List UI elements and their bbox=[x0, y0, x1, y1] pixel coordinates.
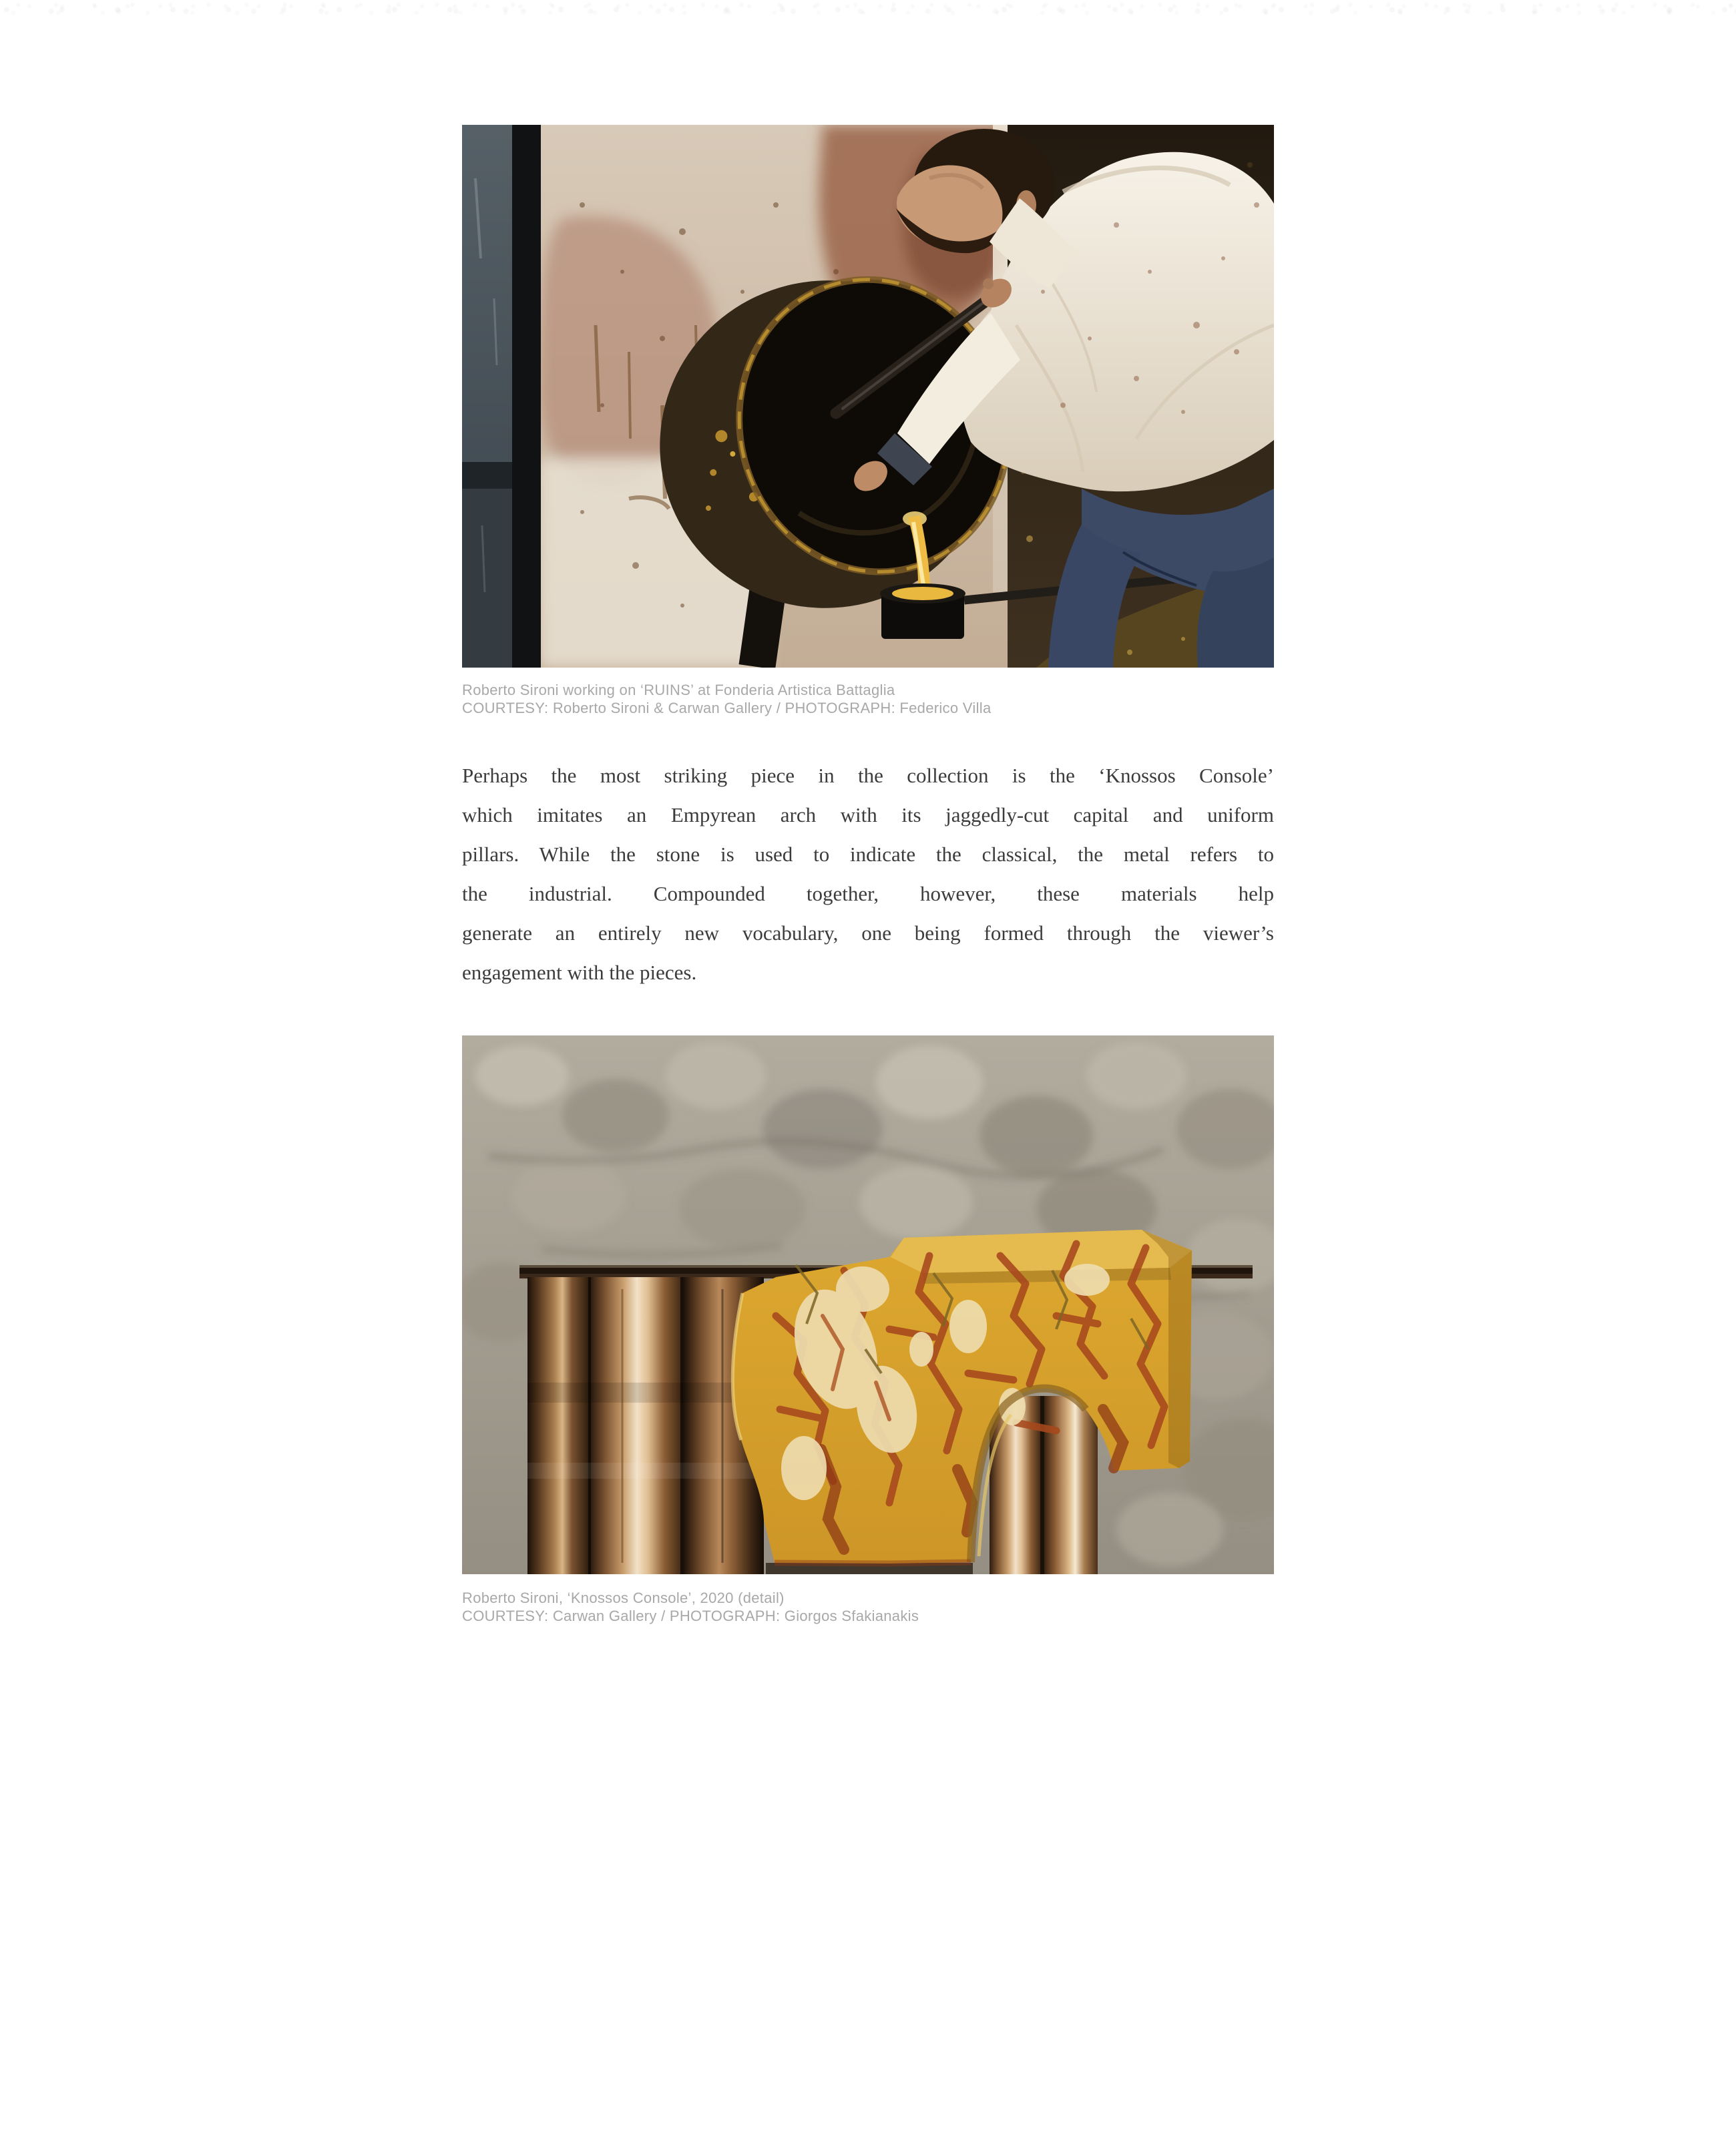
photo-knossos-console bbox=[462, 1035, 1274, 1574]
figure2-caption-credit: COURTESY: Carwan Gallery / PHOTOGRAPH: Giorgos Sfakianakis bbox=[462, 1608, 919, 1624]
paragraph-line: generate an entirely new vocabulary, one being formed through the viewer’s bbox=[462, 921, 1274, 945]
paragraph-line: the industrial. Compounded together, however, these materials help bbox=[462, 882, 1274, 905]
window-mullion-bar bbox=[512, 125, 541, 668]
paragraph-line: Perhaps the most striking piece in the collection is the ‘Knossos Console’ bbox=[462, 764, 1274, 787]
figure1-caption bbox=[462, 681, 1274, 717]
top-fade-strip bbox=[0, 0, 1736, 16]
figure1-caption-title: Roberto Sironi working on ‘RUINS’ at Fonderia Artistica Battaglia bbox=[462, 682, 895, 698]
photo-foundry-pour bbox=[462, 125, 1274, 668]
paragraph-line: which imitates an Empyrean arch with its jaggedly-cut capital and uniform bbox=[462, 803, 1274, 826]
paragraph-line: pillars. While the stone is used to indicate the classical, the metal refers to bbox=[462, 843, 1274, 866]
article-paragraph bbox=[462, 756, 1274, 992]
bronze-pillars-left bbox=[527, 1277, 764, 1574]
console-photo-art bbox=[462, 1035, 1274, 1574]
foundry-photo-art bbox=[462, 125, 1274, 668]
worker-thumb bbox=[983, 278, 994, 289]
figure2-caption-title: Roberto Sironi, ‘Knossos Console’, 2020 (detail) bbox=[462, 1590, 785, 1606]
figure2-caption bbox=[462, 1589, 1274, 1625]
figure1-caption-credit: COURTESY: Roberto Sironi & Carwan Gallery / PHOTOGRAPH: Federico Villa bbox=[462, 700, 992, 716]
window-frame bbox=[462, 125, 541, 668]
paragraph-line: engagement with the pieces. bbox=[462, 961, 697, 984]
